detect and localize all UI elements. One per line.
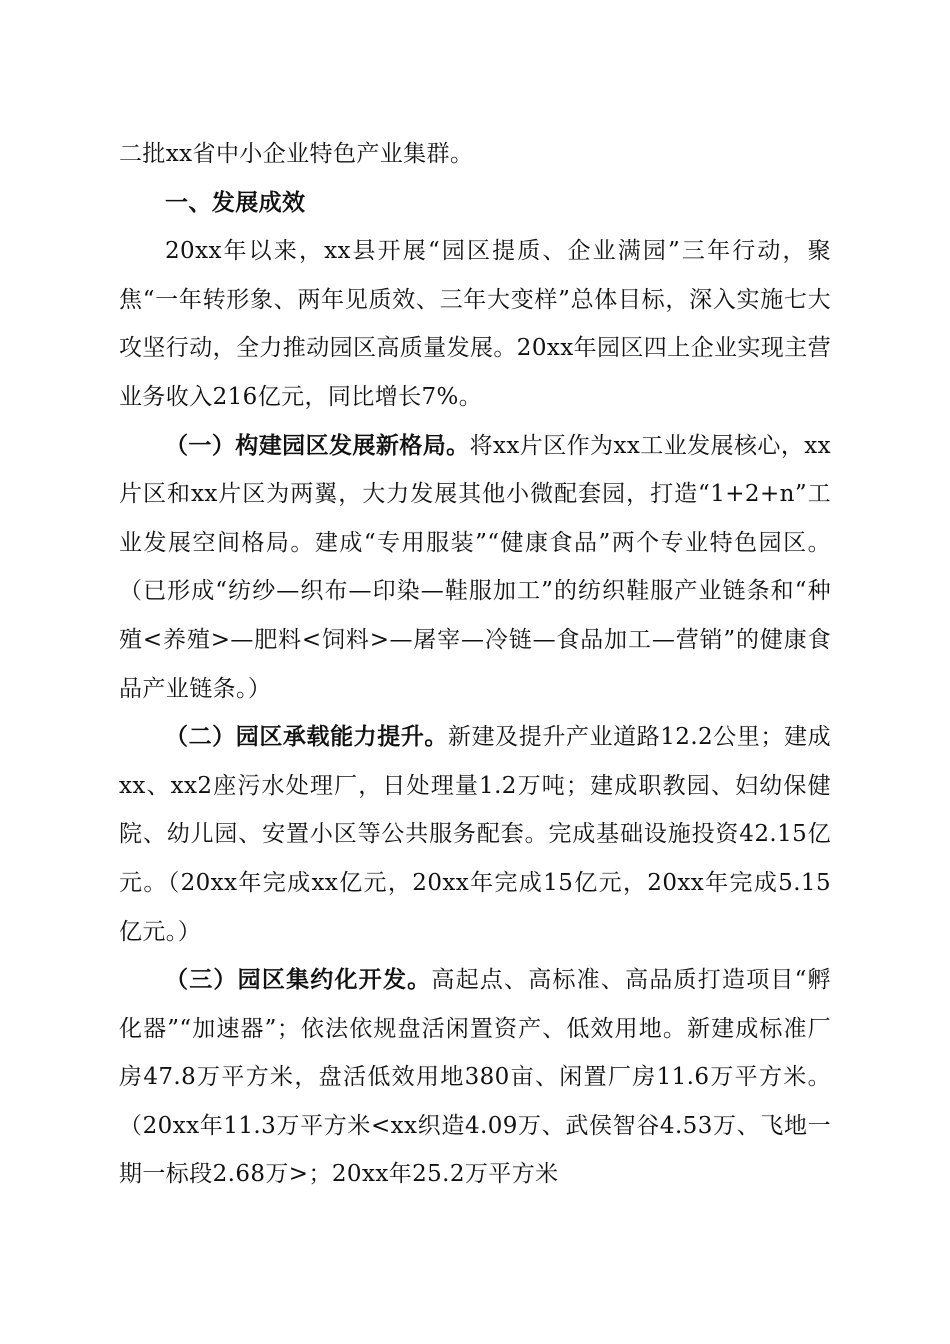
item-paragraph-1 [119,422,831,714]
continuation-paragraph: 二批xx省中小企业特色产业集群。 [119,141,474,167]
intro-paragraph: 20xx年以来，xx县开展“园区提质、企业满园”三年行动，聚焦“一年转形象、两年见质效、三年大变样”总体目标，深入实施七大攻坚行动，全力推动园区高质量发展。20xx年园区四上企业实现主营业务收入216亿元，同比增长7%。 [119,238,832,410]
item-title-3: （三）园区集约化开发。 [165,967,432,994]
item-title-2: （二）园区承载能力提升。 [165,724,448,751]
section-heading: 一、发展成效 [165,189,306,216]
item-paragraph-2 [119,713,831,956]
item-body-1: 将xx片区作为xx工业发展核心，xx片区和xx片区为两翼，大力发展其他小微配套园，打造“1+2+n”工业发展空间格局。建成“专用服装”“健康食品”两个专业特色园区。（已形成“纺纱—织布—印染—鞋服加工”的纺织鞋服产业链条和“种殖<养殖>—肥料<饲料>—屠宰—冷链—食品加工—营销”的健康食品产业链条。） [119,432,832,702]
item-body-3: 高起点、高标准、高品质打造项目“孵化器”“加速器”；依法依规盘活闲置资产、低效用地。新建成标准厂房47.8万平方米，盘活低效用地380亩、闲置厂房11.6万平方米。（20xx年11.3万平方米<xx织造4.09万、武侯智谷4.53万、飞地一期一标段2.68万>；20xx年25.2万平方米 [119,967,832,1188]
item-title-1: （一）构建园区发展新格局。 [165,432,470,459]
document-body [119,130,831,1199]
item-body-2: 新建及提升产业道路12.2公里；建成xx、xx2座污水处理厂，日处理量1.2万吨；建成职教园、妇幼保健院、幼儿园、安置小区等公共服务配套。完成基础设施投资42.15亿元。（20xx年完成xx亿元，20xx年完成15亿元，20xx年完成5.15亿元。） [119,724,831,945]
item-paragraph-3 [119,956,831,1199]
